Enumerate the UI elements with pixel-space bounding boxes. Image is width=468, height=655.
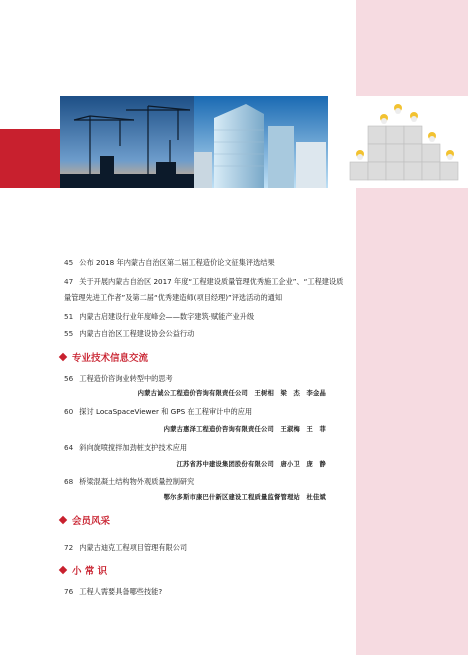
toc-title: 工程人需要具备哪些技能? — [79, 587, 163, 596]
toc-page-number: 56 — [64, 374, 74, 383]
toc-page-number: 47 — [64, 277, 74, 286]
toc-title: 关于开展内蒙古自治区 2017 年度“工程建设质量管理优秀施工企业”、“工程建设质量管理先进工作者”及第二届“优秀建造师(项目经理)”评选活动的通知 — [64, 277, 344, 302]
toc-author: 内蒙古惠泽工程造价咨询有限责任公司 王淑梅 王 菲 — [163, 426, 326, 433]
toc-entry[interactable] — [64, 443, 187, 453]
toc-title: 探讨 LocaSpaceViewer 和 GPS 在工程审计中的应用 — [79, 407, 253, 416]
toc-entry[interactable] — [64, 274, 344, 306]
toc-entry[interactable] — [64, 407, 252, 417]
diamond-bullet-icon — [59, 353, 67, 361]
toc-entry[interactable] — [64, 543, 187, 553]
toc-page-number: 55 — [64, 329, 74, 338]
toc-entry[interactable] — [64, 477, 194, 487]
toc-page-number: 51 — [64, 312, 74, 321]
diamond-bullet-icon — [59, 566, 67, 574]
section-heading-tech: 专业技术信息交流 — [60, 350, 148, 364]
toc-entry[interactable] — [64, 587, 162, 597]
toc-page-number: 60 — [64, 407, 74, 416]
toc-title: 内蒙古迪克工程项目管理有限公司 — [79, 543, 188, 552]
toc-title: 桥梁混凝土结构物外观质量控制研究 — [79, 477, 195, 486]
toc-page-number: 64 — [64, 443, 74, 452]
toc-page-number: 68 — [64, 477, 74, 486]
toc-author: 江苏省苏中建设集团股份有限公司 唐小卫 庞 静 — [176, 461, 326, 468]
toc-entry[interactable] — [64, 329, 194, 339]
toc-author: 鄂尔多斯市康巴什新区建设工程质量监督管理站 杜佳斌 — [163, 494, 326, 501]
toc-title: 公布 2018 年内蒙古自治区第二届工程造价论文征集评选结果 — [79, 258, 275, 267]
toc-title: 内蒙古启建设行业年度峰会——数字建筑·赋能产业升级 — [79, 312, 255, 321]
toc-entry[interactable] — [64, 374, 173, 384]
toc-page-number: 45 — [64, 258, 74, 267]
toc-page-number: 76 — [64, 587, 74, 596]
toc-author: 内蒙古诚公工程造价咨询有限责任公司 王树相 梁 杰 李金晶 — [137, 390, 326, 397]
diamond-bullet-icon — [59, 516, 67, 524]
toc-title: 工程造价咨询业转型中的思考 — [79, 374, 173, 383]
section-heading-tips: 小 常 识 — [60, 563, 107, 577]
toc-entry[interactable] — [64, 312, 254, 322]
section-heading-members: 会员风采 — [60, 513, 110, 527]
toc-page-number: 72 — [64, 543, 74, 552]
toc-title: 内蒙古自治区工程建设协会公益行动 — [79, 329, 195, 338]
toc-title: 斜向旋喷搅拌加劲桩支护技术应用 — [79, 443, 188, 452]
toc-entry[interactable] — [64, 258, 275, 268]
